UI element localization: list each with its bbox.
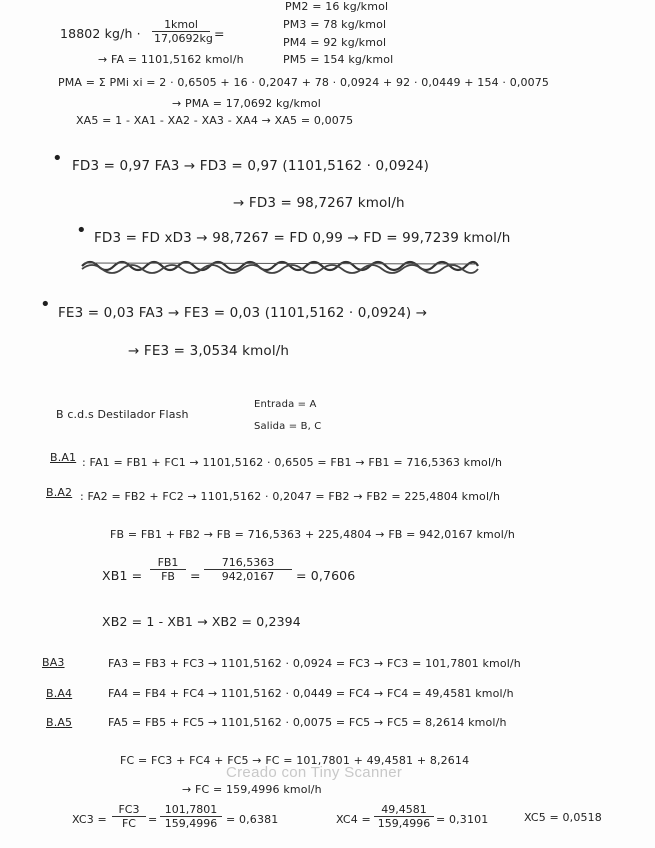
scanner-watermark: Creado con Tiny Scanner xyxy=(226,764,403,781)
xc3-fraction-1 xyxy=(112,803,146,830)
xb1-result: = 0,7606 xyxy=(296,568,356,583)
fd3-line-1: FD3 = 0,97 FA3 → FD3 = 0,97 (1101,5162 · 0,0924) xyxy=(72,158,430,174)
ba2-line: : FA2 = FB2 + FC2 → 1101,5162 · 0,2047 = FB2 → FB2 = 225,4804 kmol/h xyxy=(80,490,501,503)
pm-average-result: → PMA = 17,0692 kg/kmol xyxy=(172,97,321,110)
xc3-lhs: XC3 = xyxy=(72,813,107,826)
xc4-lhs: XC4 = xyxy=(336,813,371,826)
bcds-label: B c.d.s Destilador Flash xyxy=(56,408,189,421)
xc4-fraction xyxy=(374,803,434,830)
pm3-line: PM3 = 78 kg/kmol xyxy=(283,18,387,31)
xc3-den-1: FC xyxy=(121,817,136,830)
fa-result: → FA = 1101,5162 kmol/h xyxy=(98,53,244,66)
ba3-line: FA3 = FB3 + FC3 → 1101,5162 · 0,0924 = FC3 → FC3 = 101,7801 kmol/h xyxy=(108,657,521,670)
ba4-label: B.A4 xyxy=(46,687,73,700)
salida-label: Salida = B, C xyxy=(254,421,322,432)
fe3-line-1: FE3 = 0,03 FA3 → FE3 = 0,03 (1101,5162 · 0,0924) → xyxy=(58,305,428,321)
xb1-den-1: FB xyxy=(161,570,175,583)
ba1-label: B.A1 xyxy=(50,451,77,464)
xc3-den-2: 159,4996 xyxy=(164,817,218,830)
pm4-line: PM4 = 92 kg/kmol xyxy=(283,36,387,49)
xb1-fraction-2 xyxy=(204,556,292,583)
ba2-label: B.A2 xyxy=(46,486,73,499)
mass-flow-fraction xyxy=(152,18,213,45)
fb-total-line: FB = FB1 + FB2 → FB = 716,5363 + 225,4804 → FB = 942,0167 kmol/h xyxy=(110,528,515,541)
xc4-result: = 0,3101 xyxy=(436,813,489,826)
xc3-result: = 0,6381 xyxy=(226,813,279,826)
pm5-line: PM5 = 154 kg/kmol xyxy=(283,53,394,66)
xb1-num-1: FB1 xyxy=(150,556,186,570)
ba4-line: FA4 = FB4 + FC4 → 1101,5162 · 0,0449 = FC4 → FC4 = 49,4581 kmol/h xyxy=(108,687,514,700)
xc3-num-2: 101,7801 xyxy=(160,803,222,817)
mass-flow-text: 18802 kg/h · xyxy=(60,26,141,41)
xb1-eq: = xyxy=(190,568,201,583)
fd3-line-3: FD3 = FD xD3 → 98,7267 = FD 0,99 → FD = 99,7239 kmol/h xyxy=(94,230,511,246)
xc3-eq: = xyxy=(148,813,158,826)
ba3-label: BA3 xyxy=(42,656,65,669)
ba5-line: FA5 = FB5 + FC5 → 1101,5162 · 0,0075 = FC5 → FC5 = 8,2614 kmol/h xyxy=(108,716,507,729)
xa5-line: XA5 = 1 - XA1 - XA2 - XA3 - XA4 → XA5 = 0,0075 xyxy=(76,114,354,127)
xb1-lhs: XB1 = xyxy=(102,568,143,583)
mass-flow-num: 1kmol xyxy=(152,18,210,32)
pm2-line: PM2 = 16 kg/kmol xyxy=(285,0,389,13)
xb1-den-2: 942,0167 xyxy=(221,570,275,583)
xc4-den: 159,4996 xyxy=(377,817,431,830)
xb1-fraction-1 xyxy=(150,556,186,583)
xb2-line: XB2 = 1 - XB1 → XB2 = 0,2394 xyxy=(102,614,301,629)
mass-flow-eq: = xyxy=(214,26,225,41)
bullet: • xyxy=(52,148,63,169)
xc3-fraction-2 xyxy=(160,803,222,830)
xc5-line: XC5 = 0,0518 xyxy=(524,811,602,824)
pm-average: PMA = Σ PMi xi = 2 · 0,6505 + 16 · 0,2047 + 78 · 0,0924 + 92 · 0,0449 + 154 · 0,0075 xyxy=(58,76,550,89)
fc-sum-line: FC = FC3 + FC4 + FC5 → FC = 101,7801 + 49,4581 + 8,2614 xyxy=(120,754,470,767)
xc3-num-1: FC3 xyxy=(112,803,146,817)
fc-result: → FC = 159,4996 kmol/h xyxy=(182,783,322,796)
bullet: • xyxy=(40,294,51,315)
entrada-label: Entrada = A xyxy=(254,399,317,410)
mass-flow-den: 17,0692kg xyxy=(154,32,213,45)
ba1-line: : FA1 = FB1 + FC1 → 1101,5162 · 0,6505 = FB1 → FB1 = 716,5363 kmol/h xyxy=(82,456,503,469)
bullet: • xyxy=(76,220,87,241)
crossed-out-scribble xyxy=(80,258,480,274)
xb1-num-2: 716,5363 xyxy=(204,556,292,570)
fe3-line-2: → FE3 = 3,0534 kmol/h xyxy=(128,343,290,359)
ba5-label: B.A5 xyxy=(46,716,73,729)
fd3-line-2: → FD3 = 98,7267 kmol/h xyxy=(233,195,405,211)
xc4-num: 49,4581 xyxy=(374,803,434,817)
